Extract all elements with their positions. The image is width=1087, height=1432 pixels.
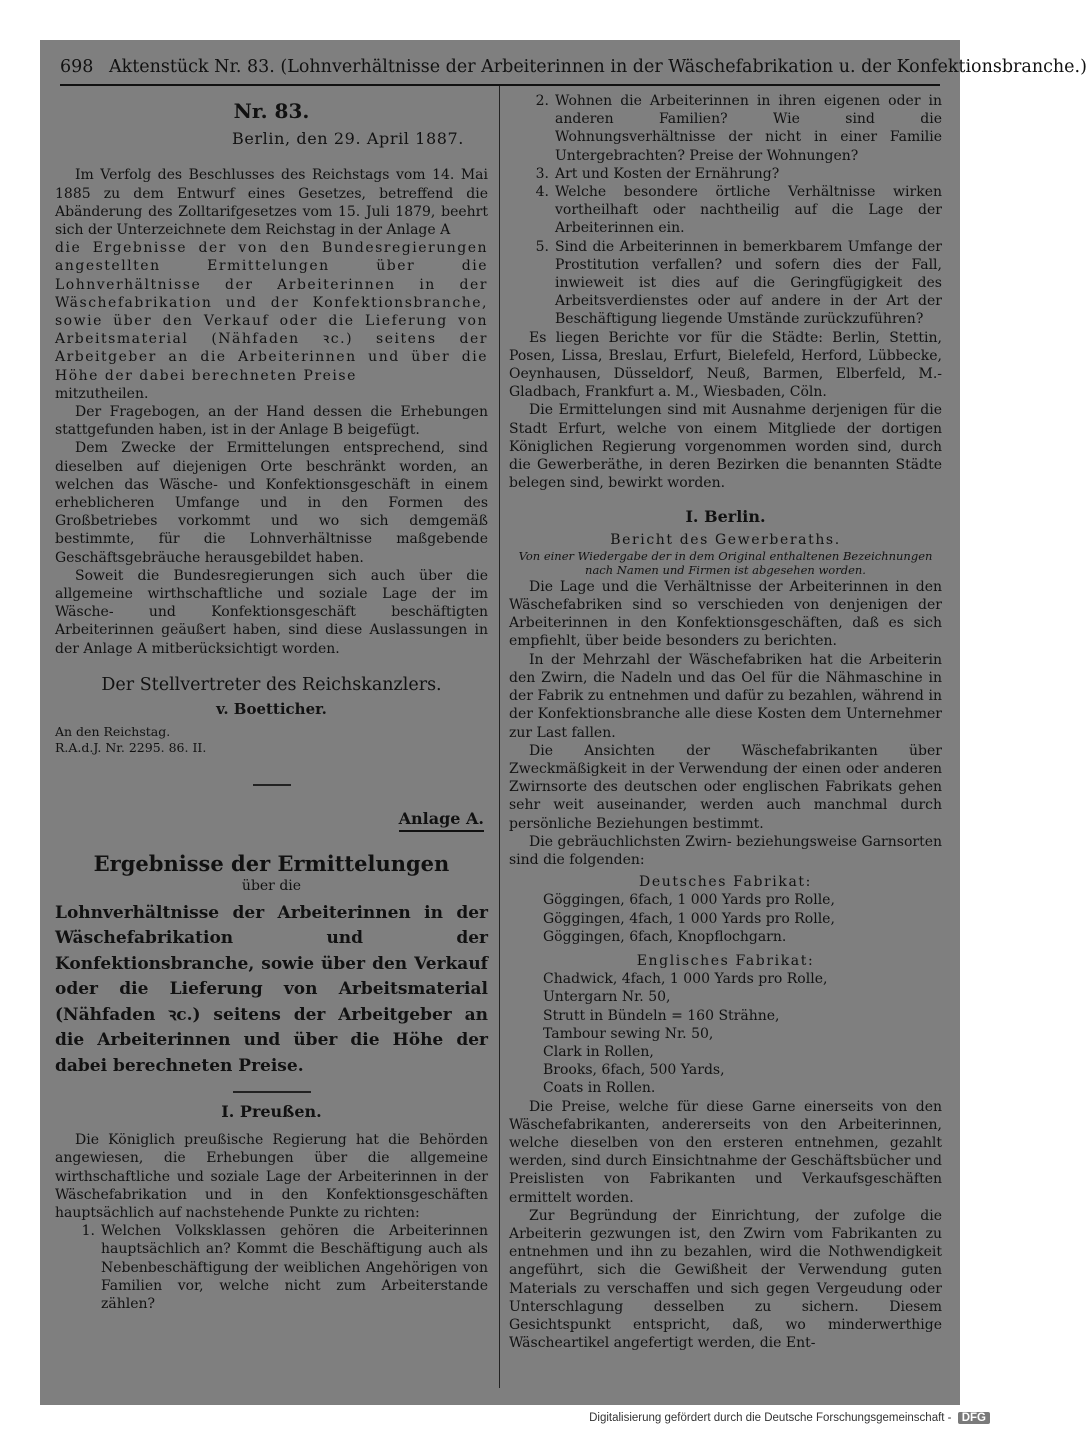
list-item: Coats in Rollen. [543,1080,656,1097]
list-item: Strutt in Bündeln = 160 Strähne, [543,1007,780,1024]
english-yarn-list [543,970,942,1097]
page-header [60,50,1087,86]
paragraph-lage: Die Lage und die Verhältnisse der Arbeiterinnen in den Wäschefabriken sind so verschieden von denjenigen der Arbeiterinnen in den Konfektionsgeschäften, daß es sich empfiehlt, über beide besonders zu berichten. [509,578,942,650]
reference-number: R.A.d.J. Nr. 2295. 86. II. [55,740,207,756]
address-line: An den Reichstag. [55,724,171,740]
paragraph-ermittelungen: Die Ermittelungen sind mit Ausnahme derjenigen für die Stadt Erfurt, welche von einem Mitgliede der dortigen Königlichen Regierung vorgenommen worden sind, durch die Gewerberäthe, in deren Bezirken die benannten Städte belegen sind, bewirkt worden. [509,402,942,492]
list-item: 2. Wohnen die Arbeiterinnen in ihren eigenen oder in anderen Familien? Wie sind die Wohnungsverhältnisse der nicht in einer Familie Untergebrachten? Preise der Wohnungen? [535,93,942,164]
report-heading: Bericht des Gewerberaths. [610,531,841,548]
english-yarn-heading: Englisches Fabrikat: [636,952,815,969]
list-item: 1. Welchen Volksklassen gehören die Arbeiterinnen hauptsächlich an? Kommt die Beschäftigung auch als Nebenbeschäftigung der weiblichen Angehörigen von Familien vor, welche nicht zum Arbeiterstande zählen? [81,1223,488,1312]
section-divider [253,784,291,786]
list-item: Göggingen, 4fach, 1 000 Yards pro Rolle, [543,910,835,927]
list-item: Göggingen, 6fach, 1 000 Yards pro Rolle, [543,892,835,909]
questions-list-continued [509,92,942,329]
list-item: Untergarn Nr. 50, [543,989,671,1006]
appendix-ueber: über die [241,877,302,894]
left-column [55,92,488,1313]
list-item: Clark in Rollen, [543,1043,654,1060]
list-item: Göggingen, 6fach, Knopflochgarn. [543,928,787,945]
paragraph-mehrzahl: In der Mehrzahl der Wäschefabriken hat die Arbeiterin den Zwirn, die Nadeln und das Oel für die Nähmaschine in der Fabrik zu entnehmen und dafür zu bezahlen, während in der Konfektionsbranche alle diese Kosten dem Unternehmer zur Last fallen. [509,651,942,741]
list-item: Chadwick, 4fach, 1 000 Yards pro Rolle, [543,971,828,988]
document-date: Berlin, den 29. April 1887. [232,129,464,149]
paragraph-preussen: Die Königlich preußische Regierung hat die Behörden angewiesen, die Erhebungen über die allgemeine wirthschaftliche und soziale Lage der Arbeiterinnen in der Wäschefabrikation und in den Konfektionsgeschäften hauptsächlich auf nachstehende Punkte zu richten: [55,1132,488,1221]
column-divider [499,86,500,1388]
intro-paragraph: Im Verfolg des Beschlusses des Reichstags vom 14. Mai 1885 zu dem Entwurf eines Gesetzes, betreffend die Abänderung des Zolltarifgesetzes vom 15. Juli 1879, beehrt sich der Unterzeichnete dem Reichstag in der Anlage A [55,167,488,239]
paragraph-cities: Es liegen Berichte vor für die Städte: Berlin, Stettin, Posen, Lissa, Breslau, Erfurt, Bielefeld, Herford, Lübbecke, Oeynhausen, Düsseldorf, Neuß, Barmen, Elberfeld, M.-Gladbach, Frankfurt a. M., Wiesbaden, Cöln. [509,329,942,401]
list-item: Tambour sewing Nr. 50, [543,1025,714,1042]
paragraph-begruendung: Zur Begründung der Einrichtung, der zufolge die Arbeiterin gezwungen ist, den Zwirn vom Fabrikanten zu entnehmen und ihn zu bezahlen, wird die Nothwendigkeit angeführt, sich die Gewißheit der Verwendung guten Materials zu verschaffen und sich gegen Vergeudung oder Unterschlagung desselben zu sichern. Diesem Gesichtspunkt entspricht, daß, wo minderwerthige Wäscheartikel angefertigt werden, die Ent- [509,1207,942,1352]
paragraph-zwecke: Dem Zwecke der Ermittelungen entsprechend, sind dieselben auf diejenigen Orte beschränkt worden, an welchen das Wäsche- und Konfektionsgeschäft in einem erheblicheren Umfange und in den Formen des Großbetriebes vorkommt und wo sich demgemäß bestimmte, für die Lohnverhältnisse maßgebende Geschäftsgebräuche herausgebildet haben. [55,440,488,566]
paragraph-bundesregierungen: Soweit die Bundesregierungen sich auch über die allgemeine wirthschaftliche und soziale Lage der im Wäsche- und Konfektionsgeschäft beschäftigten Arbeiterinnen geäußert haben, sind diese Auslassungen in der Anlage A mitberücksichtigt worden. [55,567,488,657]
page-number: 698 [60,57,94,77]
quoted-subject: die Ergebnisse der von den Bundesregierungen angestellten Ermittelungen über die Lohnverhältnisse der Arbeiterinnen in der Wäschefabrikation und der Konfektionsbranche, sowie über den Verkauf oder die Lieferung von Arbeitsmaterial (Nähfaden ꝛc.) seitens der Arbeitgeber an die Arbeiterinnen und über die Höhe der dabei berechneten Preise [55,240,488,384]
right-column [509,92,942,1352]
paragraph-fragebogen: Der Fragebogen, an der Hand dessen die Erhebungen stattgefunden haben, ist in der Anlage B beigefügt. [55,404,488,439]
german-yarn-list [543,891,942,946]
mitzutheilen-line: mitzutheilen. [55,385,149,402]
editorial-note: Von einer Wiedergabe der in dem Original enthaltenen Bezeichnungen nach Namen und Firmen ist abgesehen worden. [518,548,933,578]
list-item: 3. Art und Kosten der Ernährung? [535,165,780,182]
list-item: Brooks, 6fach, 500 Yards, [543,1062,725,1079]
credit-text: Digitalisierung gefördert durch die Deutsche Forschungsgemeinschaft - [589,1412,952,1424]
appendix-subtitle: Lohnverhältnisse der Arbeiterinnen in der Wäschefabrikation und der Konfektionsbranche, sowie über den Verkauf oder die Lieferung von Arbeitsmaterial (Nähfaden ꝛc.) seitens der Arbeitgeber an die Arbeiterinnen und über die Höhe der dabei berechneten Preise. [55,902,488,1076]
questions-list [55,1222,488,1313]
appendix-title: Ergebnisse der Ermittelungen [93,850,450,876]
german-yarn-heading: Deutsches Fabrikat: [639,874,812,891]
paragraph-preise: Die Preise, welche für diese Garne einerseits von den Wäschefabrikanten, andererseits von den Arbeiterinnen, welche dieselben von den ersteren entnehmen, gezahlt werden, sind durch Einsichtnahme der Geschäftsbücher und Preislisten von Fabrikanten und Verkaufsgeschäften ermittelt worden. [509,1098,942,1206]
section-heading-berlin: I. Berlin. [685,507,766,527]
digitization-credit [589,1412,990,1424]
header-title: Aktenstück Nr. 83. (Lohnverhältnisse der Arbeiterinnen in der Wäschefabrikation u. der Konfektionsbranche.) [108,57,1087,77]
list-item: 4. Welche besondere örtliche Verhältnisse wirken vortheilhaft oder nachtheilig auf die Lage der Arbeiterinnen ein. [535,184,942,237]
list-item: 5. Sind die Arbeiterinnen in bemerkbarem Umfange der Prostitution verfallen? und sofern dies der Fall, inwieweit ist dies auf die Geringfügigkeit des Arbeitsverdienstes oder auf andere in der Art der Beschäftigung liegende Umstände zurückzuführen? [535,238,942,328]
title-divider [233,1091,311,1093]
appendix-label: Anlage A. [55,810,484,828]
signature: v. Boetticher. [216,700,327,719]
document-number: Nr. 83. [233,99,310,123]
deputy-title: Der Stellvertreter des Reichskanzlers. [101,674,442,695]
section-heading-preussen: I. Preußen. [221,1101,322,1121]
scanned-page [40,40,1087,1405]
paragraph-ansichten: Die Ansichten der Wäschefabrikanten über Zweckmäßigkeit in der Verwendung der einen oder anderen Zwirnsorte des deutschen oder englischen Fabrikats gehen sehr weit auseinander, werden auch manchmal durch persönliche Beziehungen bestimmt. [509,742,942,832]
dfg-logo: DFG [958,1412,990,1424]
paragraph-garnsorten: Die gebräuchlichsten Zwirn- beziehungsweise Garnsorten sind die folgenden: [509,833,942,868]
